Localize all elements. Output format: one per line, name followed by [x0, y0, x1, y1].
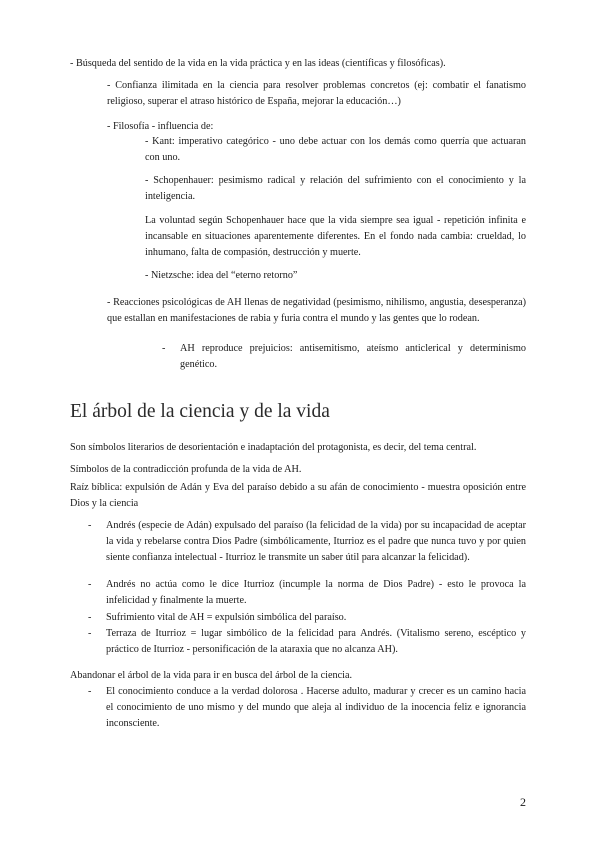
paragraph-nietzsche — [145, 268, 526, 284]
paragraph-contradiccion — [70, 462, 526, 478]
paragraph-text: - Búsqueda del sentido de la vida en la vida práctica y en las ideas (científicas y filosóficas). — [70, 58, 446, 69]
paragraph-text: La voluntad según Schopenhauer hace que la vida siempre sea igual - repetición infinita e incansable en situaciones aparentemente diferentes. En el fondo nada cambia: crueldad, lo inhumano, falta de compasión, destrucción y muerte. — [145, 215, 526, 258]
list-item-andres-no-actua — [88, 577, 528, 609]
list-item-andres-expulsado — [88, 518, 528, 582]
list-item-text: El conocimiento conduce a la verdad dolorosa . Hacerse adulto, madurar y crecer es un camino hacia el conocimiento de uno mismo y del mundo que aleja al individuo de la inocencia feliz e ignorancia inconsciente. — [106, 686, 526, 729]
list-item-text: Andrés no actúa como le dice Iturrioz (incumple la norma de Dios Padre) - esto le provoca la infelicidad y finalmente la muerte. — [106, 579, 526, 606]
list-item-terraza — [88, 626, 528, 658]
section-heading: El árbol de la ciencia y de la vida — [70, 401, 330, 422]
paragraph-text: Símbolos de la contradicción profunda de la vida de AH. — [70, 464, 302, 475]
list-item-text: Andrés (especie de Adán) expulsado del paraíso (la felicidad de la vida) por su incapacidad de aceptar la vida y rebelarse contra Dios Padre (simbólicamente, Iturrioz es el padre que nunca tuvo y por quien siente confianza intelectual - Iturrioz le transmite un saber útil para alcanzar la felicidad). — [106, 520, 526, 563]
list-dash: - — [88, 520, 92, 531]
paragraph-text: - Confianza ilimitada en la ciencia para resolver problemas concretos (ej: combatir el fanatismo religioso, superar el atraso histórico de España, mejorar la educación…) — [107, 80, 526, 107]
paragraph-text: Raíz bíblica: expulsión de Adán y Eva del paraíso debido a su afán de conocimiento - muestra oposición entre Dios y la ciencia — [70, 482, 526, 509]
list-dash: - — [88, 686, 92, 697]
paragraph-abandonar — [70, 668, 526, 684]
list-item-sufrimiento — [88, 610, 528, 626]
paragraph-simbolos — [70, 440, 526, 456]
list-dash: - — [88, 612, 92, 623]
paragraph-text: - Nietzsche: idea del “eterno retorno” — [145, 270, 298, 281]
paragraph-filosofia — [107, 119, 526, 135]
paragraph-text: - Filosofía - influencia de: — [107, 121, 214, 132]
paragraph-reacciones — [107, 295, 526, 327]
paragraph-kant — [145, 134, 526, 166]
list-dash: - — [88, 628, 92, 639]
paragraph-text: - Kant: imperativo categórico - uno debe actuar con los demás como querría que actuaran con uno. — [145, 136, 526, 163]
list-dash: - — [88, 579, 92, 590]
list-item-conocimiento — [88, 684, 528, 732]
paragraph-voluntad — [145, 213, 526, 261]
list-item-text: Sufrimiento vital de AH = expulsión simbólica del paraíso. — [106, 612, 347, 623]
paragraph-schopenhauer — [145, 173, 526, 205]
paragraph-raiz-biblica — [70, 480, 526, 512]
paragraph-text: Abandonar el árbol de la vida para ir en busca del árbol de la ciencia. — [70, 670, 353, 681]
paragraph-busqueda — [70, 56, 530, 72]
page-number: 2 — [520, 795, 526, 809]
list-item-text: Terraza de Iturrioz = lugar simbólico de la felicidad para Andrés. (Vitalismo sereno, escéptico y práctico de Iturrioz - personificación de la ataraxia que no alcanza AH). — [106, 628, 526, 655]
list-item-prejuicios — [162, 341, 526, 375]
paragraph-text: - Reacciones psicológicas de AH llenas de negatividad (pesimismo, nihilismo, angustia, desesperanza) que estallan en manifestaciones de rabia y furia contra el mundo y las gentes que lo rodean. — [107, 297, 526, 324]
list-dash: - — [162, 343, 166, 354]
paragraph-confianza — [107, 78, 526, 110]
paragraph-text: Son símbolos literarios de desorientación e inadaptación del protagonista, es decir, del tema central. — [70, 442, 477, 453]
paragraph-text: - Schopenhauer: pesimismo radical y relación del sufrimiento con el conocimiento y la inteligencia. — [145, 175, 526, 202]
list-item-text: AH reproduce prejuicios: antisemitismo, ateísmo anticlerical y determinismo genético. — [180, 343, 526, 370]
